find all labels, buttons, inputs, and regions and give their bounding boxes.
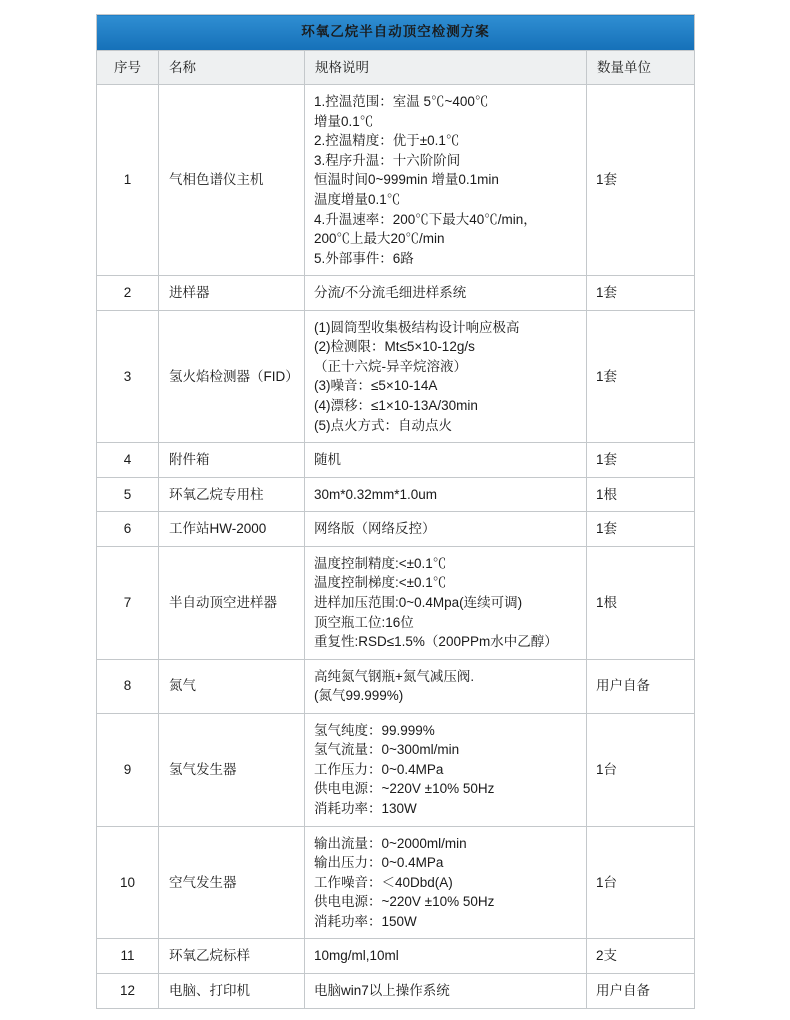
desc-line: 供电电源：~220V ±10% 50Hz — [314, 781, 495, 797]
desc-line: 温度控制梯度:<±0.1℃ — [314, 575, 447, 591]
cell-qty: 1台 — [587, 826, 695, 939]
cell-no: 3 — [97, 310, 159, 442]
cell-qty: 用户自备 — [587, 973, 695, 1008]
table-row — [97, 310, 695, 442]
table-title-row — [97, 15, 695, 51]
desc-line: (2)检测限：Mt≤5×10-12g/s — [314, 339, 475, 355]
desc-line: 200℃上最大20℃/min — [314, 231, 445, 247]
cell-desc — [305, 546, 587, 659]
desc-line: 温度增量0.1℃ — [314, 191, 401, 207]
desc-line: (3)噪音：≤5×10-14A — [314, 378, 438, 394]
cell-no: 7 — [97, 546, 159, 659]
cell-qty: 1根 — [587, 477, 695, 512]
document-title: 环氧乙烷半自动顶空检测方案 — [97, 15, 695, 51]
desc-line: 分流/不分流毛细进样系统 — [314, 285, 467, 301]
column-header-desc: 规格说明 — [305, 50, 587, 85]
cell-qty: 1套 — [587, 443, 695, 478]
cell-desc — [305, 512, 587, 547]
desc-line: 氢气流量：0~300ml/min — [314, 742, 460, 758]
column-header-qty: 数量单位 — [587, 50, 695, 85]
desc-line: 顶空瓶工位:16位 — [314, 614, 414, 630]
table-row — [97, 443, 695, 478]
desc-line: 随机 — [314, 452, 341, 468]
cell-no: 11 — [97, 939, 159, 974]
cell-desc — [305, 826, 587, 939]
table-row — [97, 477, 695, 512]
cell-qty: 1套 — [587, 276, 695, 311]
cell-qty: 1套 — [587, 512, 695, 547]
cell-desc — [305, 659, 587, 713]
table-body — [97, 15, 695, 1009]
desc-line: 进样加压范围:0~0.4Mpa(连续可调) — [314, 594, 523, 610]
desc-line: 恒温时间0~999min 增量0.1min — [314, 172, 499, 188]
cell-no: 1 — [97, 85, 159, 276]
cell-name: 进样器 — [159, 276, 305, 311]
cell-desc — [305, 939, 587, 974]
desc-line: 2.控温精度：优于±0.1℃ — [314, 133, 460, 149]
table-row — [97, 939, 695, 974]
cell-qty: 1套 — [587, 85, 695, 276]
cell-desc — [305, 310, 587, 442]
cell-qty: 用户自备 — [587, 659, 695, 713]
cell-name: 氮气 — [159, 659, 305, 713]
cell-no: 12 — [97, 973, 159, 1008]
cell-no: 6 — [97, 512, 159, 547]
cell-desc — [305, 973, 587, 1008]
cell-name: 附件箱 — [159, 443, 305, 478]
table-row — [97, 85, 695, 276]
desc-line: （正十六烷-异辛烷溶液） — [314, 358, 467, 374]
desc-line: 重复性:RSD≤1.5%（200PPm水中乙醇） — [314, 634, 558, 650]
desc-line: 消耗功率：130W — [314, 801, 417, 816]
desc-line: 输出流量：0~2000ml/min — [314, 835, 467, 851]
cell-desc — [305, 443, 587, 478]
specification-table — [96, 14, 695, 1009]
desc-line: 氢气纯度：99.999% — [314, 722, 435, 738]
desc-line: 工作压力：0~0.4MPa — [314, 761, 444, 777]
desc-line: 消耗功率：150W — [314, 913, 417, 929]
cell-name: 半自动顶空进样器 — [159, 546, 305, 659]
cell-desc — [305, 477, 587, 512]
cell-name: 氢气发生器 — [159, 713, 305, 826]
desc-line: (氮气99.999%) — [314, 688, 404, 704]
cell-name: 电脑、打印机 — [159, 973, 305, 1008]
desc-line: (1)圆筒型收集极结构设计响应极高 — [314, 319, 520, 335]
cell-qty: 1套 — [587, 310, 695, 442]
table-row — [97, 826, 695, 939]
cell-name: 气相色谱仪主机 — [159, 85, 305, 276]
column-header-no: 序号 — [97, 50, 159, 85]
column-header-name: 名称 — [159, 50, 305, 85]
cell-desc — [305, 276, 587, 311]
cell-no: 5 — [97, 477, 159, 512]
desc-line: 10mg/ml,10ml — [314, 948, 399, 964]
cell-qty: 1台 — [587, 713, 695, 826]
desc-line: 供电电源：~220V ±10% 50Hz — [314, 894, 495, 910]
desc-line: 输出压力：0~0.4MPa — [314, 855, 444, 871]
table-row — [97, 276, 695, 311]
desc-line: 电脑win7以上操作系统 — [314, 982, 450, 998]
desc-line: 网络版（网络反控） — [314, 521, 436, 537]
cell-name: 环氧乙烷专用柱 — [159, 477, 305, 512]
desc-line: 工作噪音：＜40Dbd(A) — [314, 874, 453, 890]
cell-name: 环氧乙烷标样 — [159, 939, 305, 974]
cell-qty: 2支 — [587, 939, 695, 974]
cell-name: 氢火焰检测器（FID） — [159, 310, 305, 442]
table-row — [97, 713, 695, 826]
cell-desc — [305, 713, 587, 826]
cell-qty: 1根 — [587, 546, 695, 659]
table-row — [97, 973, 695, 1008]
desc-line: 增量0.1℃ — [314, 113, 374, 129]
table-row — [97, 659, 695, 713]
cell-name: 工作站HW-2000 — [159, 512, 305, 547]
desc-line: (5)点火方式：自动点火 — [314, 417, 452, 433]
cell-no: 9 — [97, 713, 159, 826]
desc-line: 高纯氮气钢瓶+氮气减压阀. — [314, 668, 475, 684]
cell-name: 空气发生器 — [159, 826, 305, 939]
table-row — [97, 512, 695, 547]
desc-line: 3.程序升温：十六阶阶间 — [314, 152, 461, 168]
cell-no: 8 — [97, 659, 159, 713]
table-header-row — [97, 50, 695, 85]
table-row — [97, 546, 695, 659]
desc-line: 5.外部事件：6路 — [314, 250, 414, 266]
cell-desc — [305, 85, 587, 276]
cell-no: 4 — [97, 443, 159, 478]
desc-line: 30m*0.32mm*1.0um — [314, 486, 438, 502]
desc-line: (4)漂移：≤1×10-13A/30min — [314, 398, 478, 413]
cell-no: 2 — [97, 276, 159, 311]
desc-line: 4.升温速率：200℃下最大40℃/min， — [314, 211, 537, 227]
desc-line: 温度控制精度:<±0.1℃ — [314, 555, 447, 571]
desc-line: 1.控温范围：室温 5℃~400℃ — [314, 94, 489, 110]
cell-no: 10 — [97, 826, 159, 939]
